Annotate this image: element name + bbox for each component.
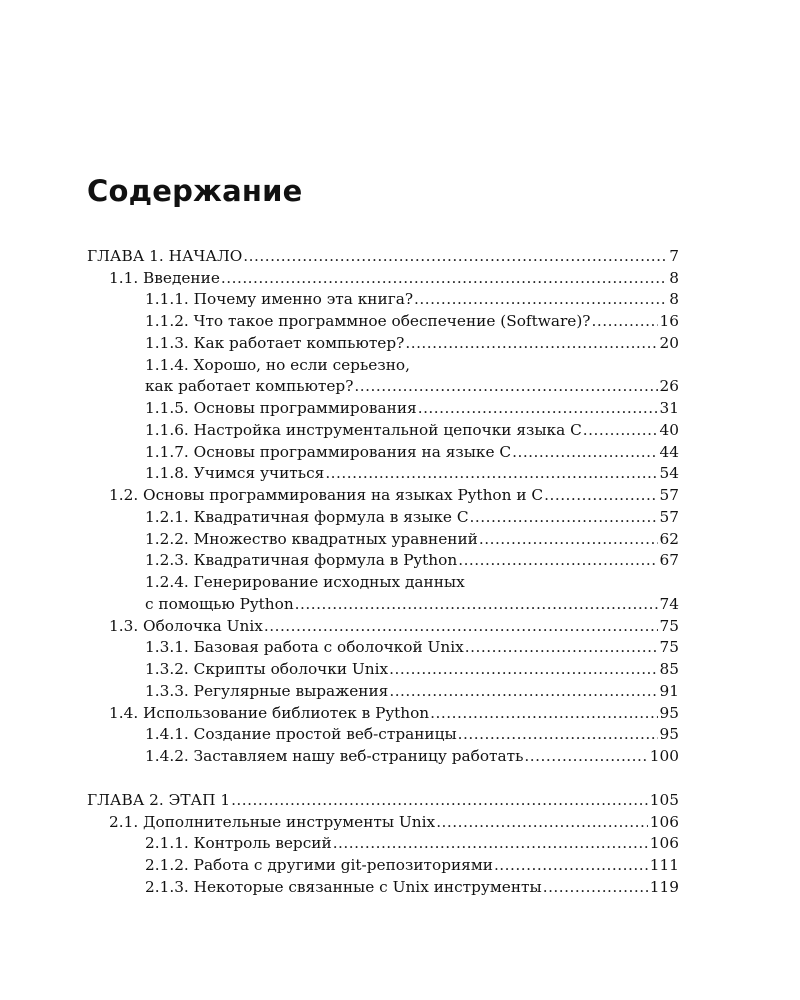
leader-dots: [544, 486, 657, 504]
leader-dots: [458, 551, 657, 569]
toc-entry-title: 1.1.5. Основы программирования: [145, 399, 417, 417]
toc-entry-title: 1.3.1. Базовая работа с оболочкой Unix: [145, 638, 464, 657]
toc-page-number: 111: [649, 856, 679, 874]
leader-dots: [543, 878, 648, 896]
toc-subsection: [87, 743, 679, 765]
toc-entry-title: 1.1.7. Основы программирования на языке C: [145, 442, 512, 461]
toc-subsection: [87, 722, 679, 744]
toc-page-number: 105: [649, 790, 679, 809]
toc-entry-title: 1.2.1. Квадратичная формула в языке C: [145, 507, 469, 526]
toc-page-number: 62: [659, 529, 679, 548]
toc-page-number: 20: [659, 333, 679, 352]
toc-page-number: 57: [659, 486, 679, 504]
toc-section-1-4: [87, 700, 679, 722]
leader-dots: [405, 334, 657, 352]
toc-page-number: 95: [659, 703, 679, 722]
toc-entry-title: 1.2.4. Генерирование исходных данных: [145, 573, 465, 591]
leader-dots: [389, 682, 657, 700]
leader-dots: [458, 725, 658, 743]
leader-dots: [494, 856, 648, 874]
toc-subsection-line: [87, 352, 679, 374]
toc-subsection: [87, 395, 679, 417]
toc-entry-title: 1.1.3. Как работает компьютер?: [145, 333, 405, 352]
leader-dots: [592, 312, 658, 330]
toc-chapter-2: [87, 787, 679, 809]
toc-entry-title: как работает компьютер?: [145, 377, 354, 396]
toc-page-number: 119: [649, 877, 679, 896]
toc-entry-title: 1.4.2. Заставляем нашу веб-страницу работать: [145, 747, 524, 765]
toc-entry-title: 1.4. Использование библиотек в Python: [109, 703, 430, 722]
toc-subsection: [87, 330, 679, 352]
toc-subsection: [87, 461, 679, 483]
toc-subsection-line: [87, 569, 679, 591]
toc-entry-title: 2.1. Дополнительные инструменты Unix: [109, 812, 436, 831]
toc-subsection: [87, 308, 679, 330]
toc-subsection: [87, 287, 679, 309]
toc-entry-title: 1.1.8. Учимся учиться: [145, 464, 325, 483]
toc-entry-title: 1.2. Основы программирования на языках Python и C: [109, 486, 544, 504]
toc-entry-title: 2.1.2. Работа с другими git-репозиториями: [145, 856, 493, 874]
leader-dots: [333, 834, 648, 852]
page-title: Содержание: [87, 174, 303, 208]
toc-subsection: [87, 548, 679, 570]
toc-subsection: [87, 831, 679, 853]
toc-entry-title: 2.1.3. Некоторые связанные с Unix инструменты: [145, 877, 542, 896]
toc-subsection: [87, 678, 679, 700]
toc-page-number: 8: [669, 268, 679, 287]
toc-entry-title: 1.1.4. Хорошо, но если серьезно,: [145, 355, 410, 374]
leader-dots: [512, 443, 657, 461]
toc-page-number: 31: [659, 399, 679, 417]
toc-page-number: 74: [659, 594, 679, 613]
toc-entry-title: 2.1.1. Контроль версий: [145, 834, 332, 853]
table-of-contents: [87, 243, 679, 896]
leader-dots: [418, 399, 658, 417]
toc-subsection: [87, 852, 679, 874]
toc-entry-title: 1.3. Оболочка Unix: [109, 616, 263, 635]
toc-page-number: 7: [669, 246, 679, 265]
toc-entry-title: 1.1. Введение: [109, 268, 220, 287]
toc-subsection: [87, 504, 679, 526]
toc-entry-title: 1.2.2. Множество квадратных уравнений: [145, 529, 478, 548]
toc-entry-title: 1.2.3. Квадратичная формула в Python: [145, 551, 458, 570]
toc-page-number: 91: [659, 681, 679, 700]
toc-page-number: 54: [659, 464, 679, 483]
leader-dots: [479, 530, 658, 548]
toc-subsection: [87, 526, 679, 548]
toc-entry-title: 1.3.2. Скрипты оболочки Unix: [145, 660, 389, 678]
toc-page-number: 95: [659, 725, 679, 744]
toc-subsection: [87, 635, 679, 657]
toc-page-number: 106: [649, 834, 679, 853]
toc-entry-title: 1.3.3. Регулярные выражения: [145, 681, 389, 700]
toc-chapter-1: [87, 243, 679, 265]
leader-dots: [465, 638, 658, 656]
toc-page-number: 57: [659, 507, 679, 526]
toc-page-number: 100: [649, 747, 679, 765]
toc-page-number: 85: [659, 660, 679, 678]
toc-section-1-1: [87, 265, 679, 287]
toc-subsection: [87, 874, 679, 896]
leader-dots: [354, 377, 657, 395]
leader-dots: [389, 660, 657, 678]
toc-entry-title: ГЛАВА 1. НАЧАЛО: [87, 246, 243, 265]
leader-dots: [295, 595, 658, 613]
leader-dots: [430, 704, 657, 722]
leader-dots: [524, 747, 647, 765]
toc-page-number: 75: [659, 616, 679, 635]
leader-dots: [470, 508, 658, 526]
toc-page-number: 44: [659, 442, 679, 461]
toc-subsection: [87, 439, 679, 461]
toc-page-number: 75: [659, 638, 679, 657]
toc-subsection: [87, 374, 679, 396]
leader-dots: [583, 421, 658, 439]
toc-subsection: [87, 417, 679, 439]
toc-entry-title: 1.4.1. Создание простой веб-страницы: [145, 725, 457, 744]
toc-page-number: 16: [659, 312, 679, 330]
toc-entry-title: 1.1.1. Почему именно эта книга?: [145, 290, 414, 309]
toc-page-number: 67: [659, 551, 679, 570]
toc-page-number: 8: [669, 290, 679, 309]
leader-dots: [243, 247, 667, 265]
toc-page-number: 106: [649, 812, 679, 831]
toc-entry-title: ГЛАВА 2. ЭТАП 1: [87, 790, 231, 809]
toc-page-number: 40: [659, 420, 679, 439]
toc-page-number: 26: [659, 377, 679, 396]
leader-dots: [325, 464, 657, 482]
toc-section-1-3: [87, 613, 679, 635]
toc-section-2-1: [87, 809, 679, 831]
leader-dots: [231, 791, 648, 809]
toc-entry-title: 1.1.2. Что такое программное обеспечение (Software)?: [145, 312, 591, 330]
toc-subsection: [87, 591, 679, 613]
toc-section-1-2: [87, 482, 679, 504]
toc-entry-title: с помощью Python: [145, 594, 294, 613]
toc-entry-title: 1.1.6. Настройка инструментальной цепочки языка C: [145, 420, 582, 439]
toc-subsection: [87, 656, 679, 678]
leader-dots: [414, 290, 667, 308]
leader-dots: [221, 269, 667, 287]
leader-dots: [436, 813, 648, 831]
leader-dots: [264, 617, 658, 635]
